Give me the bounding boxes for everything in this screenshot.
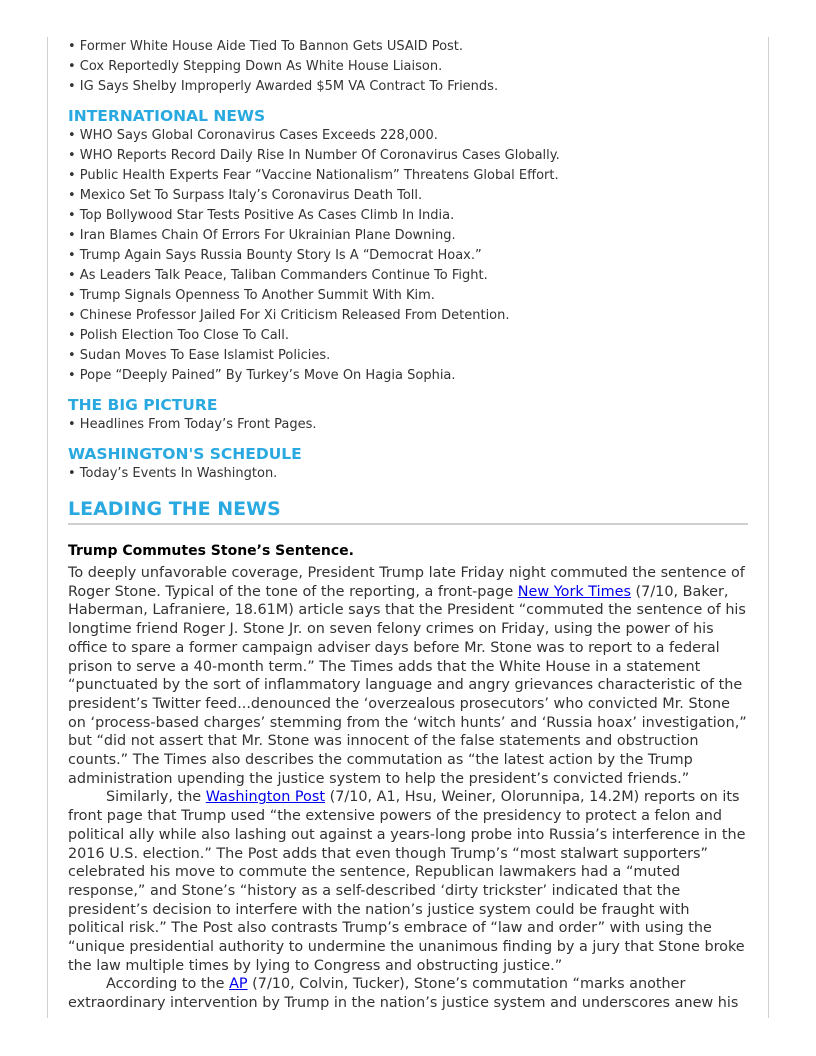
big-picture-list [68, 415, 748, 435]
list-item[interactable]: • Iran Blames Chain Of Errors For Ukrainian Plane Downing. [68, 228, 456, 243]
ap-link[interactable]: AP [229, 976, 248, 993]
list-item[interactable]: • Today’s Events In Washington. [68, 466, 278, 481]
list-item[interactable]: • Chinese Professor Jailed For Xi Criticism Released From Detention. [68, 308, 510, 323]
list-item[interactable]: • WHO Reports Record Daily Rise In Number Of Coronavirus Cases Globally. [68, 148, 560, 163]
list-item[interactable]: • IG Says Shelby Improperly Awarded $5M VA Contract To Friends. [68, 79, 499, 94]
list-item[interactable]: • As Leaders Talk Peace, Taliban Commanders Continue To Fight. [68, 268, 488, 283]
list-item[interactable]: • Cox Reportedly Stepping Down As White House Liaison. [68, 59, 443, 74]
washington-schedule-heading: WASHINGTON'S SCHEDULE [68, 445, 302, 463]
story-paragraph [68, 975, 748, 1012]
paragraph-text: According to the [106, 976, 230, 993]
list-item[interactable]: • Public Health Experts Fear “Vaccine Nationalism” Threatens Global Effort. [68, 168, 559, 183]
list-item[interactable]: • WHO Says Global Coronavirus Cases Exceeds 228,000. [68, 128, 438, 143]
list-item[interactable]: • Polish Election Too Close To Call. [68, 328, 290, 343]
paragraph-text: (7/10, Baker, Haberman, Lafraniere, 18.61M) article says that the President “commuted the sentence of his longtime friend Roger J. Stone Jr. on seven felony crimes on Friday, using the power of his office to spare a former campaign adviser days before Mr. Stone was to report to a federal prison to serve a 40-month term.” The Times adds that the White House in a statement “punctuated by the sort of inflammatory language and angry grievances characteristic of the president’s Twitter feed...denounced the ‘overzealous prosecutors’ who convicted Mr. Stone on ‘process-based charges’ stemming from the ‘witch hunts’ and ‘Russia hoax’ investigation,” but “did not assert that Mr. Stone was innocent of the false statements and obstruction counts.” The Times also describes the commutation as “the latest action by the Trump administration upending the justice system to help the president’s convicted friends.” [68, 583, 747, 787]
politics-list [68, 37, 748, 97]
story-title: Trump Commutes Stone’s Sentence. [68, 543, 354, 559]
paragraph-text: Similarly, the [106, 789, 206, 806]
international-news-list [68, 126, 748, 386]
list-item[interactable]: • Pope “Deeply Pained” By Turkey’s Move On Hagia Sophia. [68, 368, 456, 383]
story-paragraph [68, 788, 748, 975]
list-item[interactable]: • Trump Again Says Russia Bounty Story Is A “Democrat Hoax.” [68, 248, 482, 263]
list-item[interactable]: • Mexico Set To Surpass Italy’s Coronavirus Death Toll. [68, 188, 423, 203]
list-item[interactable]: • Headlines From Today’s Front Pages. [68, 417, 317, 432]
list-item[interactable]: • Former White House Aide Tied To Bannon Gets USAID Post. [68, 39, 464, 54]
washington-post-link[interactable]: Washington Post [205, 789, 325, 806]
paragraph-text: (7/10, Colvin, Tucker), Stone’s commutation “marks another extraordinary intervention by Trump in the nation’s justice system and underscores anew his [68, 976, 739, 1012]
right-border [768, 37, 769, 1018]
paragraph-text: (7/10, A1, Hsu, Weiner, Olorunnipa, 14.2M) reports on its front page that Trump used “the extensive powers of the presidency to protect a felon and political ally while also lashing out against a years-long probe into Russia’s interference in the 2016 U.S. election.” The Post adds that even though Trump’s “most stalwart supporters” celebrated his move to commute the sentence, Republican lawmakers had a “muted response,” and Stone’s “history as a self-described ‘dirty trickster’ indicated that the president’s decision to interfere with the nation’s justice system could be fraught with political risk.” The Post also contrasts Trump’s embrace of “law and order” with using the “unique presidential authority to undermine the unanimous finding by a jury that Stone broke the law multiple times by lying to Congress and obstructing justice.” [68, 789, 746, 974]
washington-schedule-list [68, 464, 748, 484]
big-picture-heading: THE BIG PICTURE [68, 396, 218, 414]
list-item[interactable]: • Sudan Moves To Ease Islamist Policies. [68, 348, 331, 363]
leading-the-news-heading: LEADING THE NEWS [68, 497, 748, 525]
list-item[interactable]: • Top Bollywood Star Tests Positive As Cases Climb In India. [68, 208, 455, 223]
list-item[interactable]: • Trump Signals Openness To Another Summit With Kim. [68, 288, 435, 303]
new-york-times-link[interactable]: New York Times [517, 583, 631, 600]
left-border [47, 37, 48, 1018]
international-news-heading: INTERNATIONAL NEWS [68, 107, 266, 125]
story-paragraph [68, 564, 748, 788]
newsletter-content [68, 37, 748, 1013]
paragraph-text: To deeply unfavorable coverage, President Trump late Friday night commuted the sentence of Roger Stone. Typical of the tone of the reporting, a front-page [68, 565, 745, 600]
lead-story [68, 542, 748, 1013]
